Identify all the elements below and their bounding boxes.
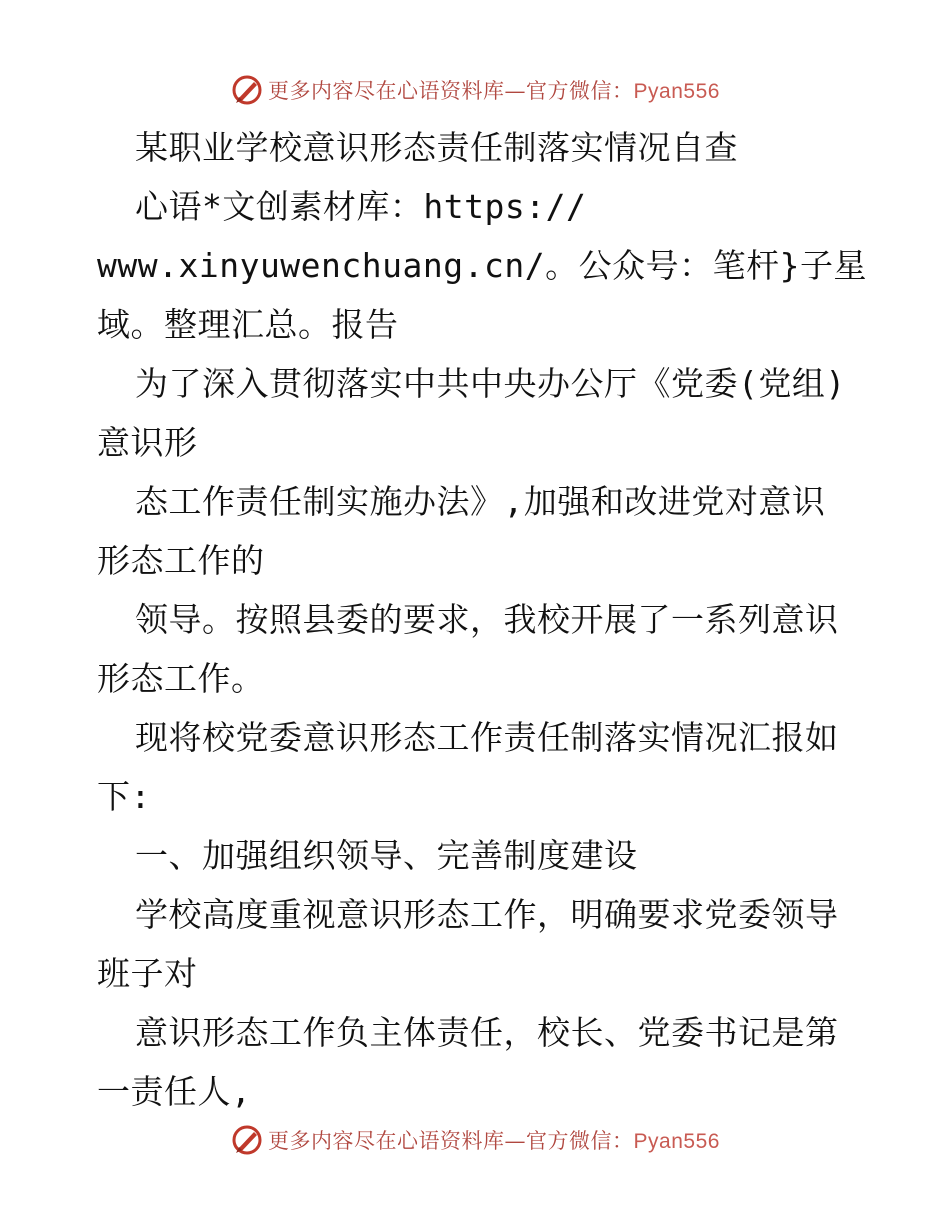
text-line: 态工作责任制实施办法》,加强和改进党对意识 — [135, 482, 826, 521]
text-line: 一责任人, — [97, 1072, 252, 1111]
text-line: 学校高度重视意识形态工作，明确要求党委领导 — [135, 895, 839, 934]
banner-text: 更多内容尽在心语资料库—官方微信：Pyan556 — [268, 79, 720, 103]
text-line: 形态工作的 — [97, 541, 265, 580]
brush-pen-logo-icon — [230, 1123, 264, 1157]
document-body — [97, 118, 867, 1121]
banner-text: 更多内容尽在心语资料库—官方微信：Pyan556 — [268, 1129, 720, 1153]
text-line: 域。整理汇总。报告 — [97, 305, 399, 344]
text-line: www.xinyuwenchuang.cn/。公众号：笔杆}子星 — [97, 246, 867, 285]
text-line: 意识形态工作负主体责任，校长、党委书记是第 — [135, 1013, 839, 1052]
text-line: 领导。按照县委的要求，我校开展了一系列意识 — [135, 600, 839, 639]
footer-banner — [0, 1120, 950, 1160]
brush-pen-logo-icon — [230, 73, 264, 107]
text-line: 现将校党委意识形态工作责任制落实情况汇报如 — [135, 718, 839, 757]
text-line: 心语*文创素材库：https:// — [135, 187, 587, 226]
text-line: 形态工作。 — [97, 659, 265, 698]
text-line: 下: — [97, 777, 151, 816]
wechat-id: Pyan556 — [633, 80, 720, 103]
wechat-id: Pyan556 — [633, 1130, 720, 1153]
text-line: 为了深入贯彻落实中共中央办公厅《党委(党组) — [135, 364, 846, 403]
text-line: 意识形 — [97, 423, 198, 462]
text-line: 一、加强组织领导、完善制度建设 — [135, 836, 638, 875]
header-banner — [0, 70, 950, 110]
text-line: 班子对 — [97, 954, 198, 993]
text-line: 某职业学校意识形态责任制落实情况自查 — [135, 128, 738, 167]
